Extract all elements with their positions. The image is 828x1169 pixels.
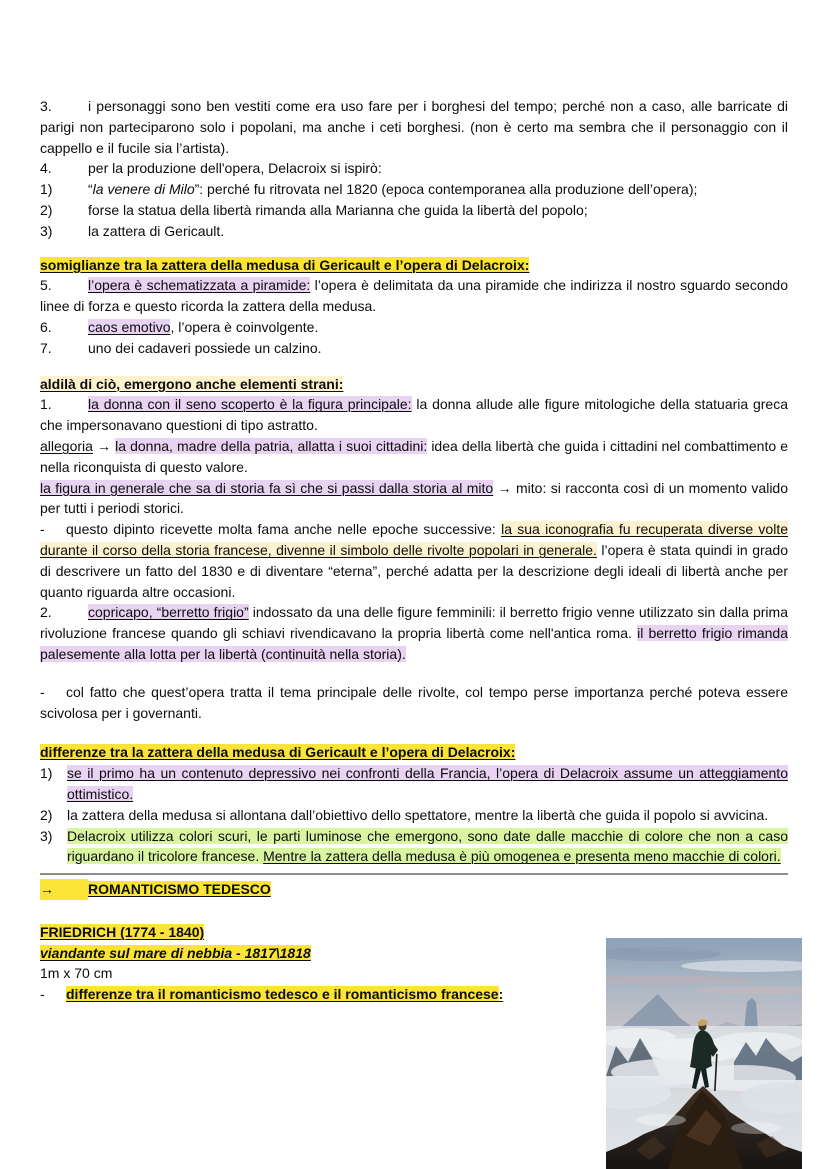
- text-run: la donna con il seno scoperto è la figura principale:: [88, 396, 412, 413]
- text-run: ROMANTICISMO TEDESCO: [88, 881, 271, 898]
- list-item: [40, 805, 788, 826]
- list-marker: 3): [40, 827, 57, 844]
- text-run: viandante sul mare di nebbia - 1817\1818: [40, 944, 311, 961]
- paragraph: [40, 275, 788, 317]
- paragraph: [40, 519, 788, 602]
- text-run: differenze tra la zattera della medusa di Gericault e l’opera di Delacroix:: [40, 744, 516, 761]
- text-run: uno dei cadaveri possiede un calzino.: [88, 339, 322, 356]
- wanderer-painting: [606, 938, 802, 1169]
- list-marker: 2): [40, 806, 57, 823]
- list-item: [40, 826, 788, 868]
- text-run: forse la statua della libertà rimanda alla Marianna che guida la libertà del popolo;: [88, 201, 588, 218]
- paragraph: [40, 255, 788, 276]
- list-marker: 1): [40, 181, 53, 198]
- text-run: aldilà di ciò, emergono anche elementi strani:: [40, 375, 344, 392]
- list-marker: 4.: [40, 160, 52, 177]
- list-marker: -: [40, 986, 45, 1003]
- paragraph: [40, 879, 788, 900]
- paragraph: [40, 221, 788, 242]
- list-marker: 3): [40, 222, 53, 239]
- paragraph: [40, 478, 788, 520]
- text-run: l’opera è schematizzata a piramide:: [88, 277, 311, 294]
- text-run: :: [498, 986, 504, 1003]
- text-run: 1m x 70 cm: [40, 965, 113, 982]
- text-run: la donna allude alle figure mitologiche della statuaria greca che impersonavano questioni di tipo astratto.: [40, 396, 789, 434]
- text-run: questo dipinto ricevette molta fama anche nelle epoche successive:: [66, 521, 502, 538]
- vertical-spacer: [40, 900, 788, 922]
- list-marker: 1.: [40, 396, 52, 413]
- text-run: “: [88, 181, 93, 198]
- text-run: il berretto frigio rimanda palesemente alla lotta per la libertà (continuità nella storia).: [40, 625, 788, 662]
- list-marker: -: [40, 683, 45, 700]
- text-run: la donna, madre della patria, allatta i suoi cittadini:: [115, 437, 428, 454]
- list-marker: 5.: [40, 277, 52, 294]
- list-marker: 2.: [40, 604, 52, 621]
- text-run: indossato da una delle figure femminili: il berretto frigio venne utilizzato sin dalla prima rivoluzione francese quando gli schiavi rivendicavano la propria libertà come nell'antica roma.: [40, 604, 788, 642]
- paragraph: [40, 742, 788, 763]
- paragraph: [40, 317, 788, 338]
- text-run: ”: perché fu ritrovata nel 1820 (epoca contemporanea alla produzione dell’opera);: [194, 181, 698, 198]
- list-marker: 3.: [40, 98, 52, 114]
- list-marker: 1): [40, 765, 57, 782]
- vertical-spacer: [40, 665, 788, 682]
- paragraph: [40, 374, 788, 395]
- text-run: la zattera della medusa si allontana dall’obiettivo dello spettatore, mentre la libertà che guida il popolo si avvicina.: [67, 806, 769, 823]
- paragraph: [40, 158, 788, 179]
- text-run: la venere di Milo: [92, 181, 195, 198]
- list-marker: 2): [40, 201, 53, 218]
- vertical-spacer: [40, 723, 788, 742]
- text-run: Delacroix utilizza colori scuri, le parti luminose che emergono, sono date dalle macchie di colore che non a caso riguardano il tricolore francese.: [67, 827, 788, 865]
- paragraph: [40, 200, 788, 221]
- text-run: col fatto che quest’opera tratta il tema principale delle rivolte, col tempo perse importanza perché poteva essere scivolosa per i governanti.: [40, 683, 788, 721]
- list-marker: →: [40, 879, 88, 900]
- vertical-spacer: [40, 359, 788, 374]
- list-marker: 6.: [40, 318, 52, 335]
- text-run: se il primo ha un contenuto depressivo nei confronti della Francia, l’opera di Delacroix assume un atteggiamento ottimistico.: [67, 765, 788, 802]
- paragraph: [40, 96, 788, 158]
- text-run: i personaggi sono ben vestiti come era uso fare per i borghesi del tempo; perché non a caso, alle barricate di parigi non parteciparono solo i popolani, ma anche i ceti borghesi. (non è certo ma sembra che il personaggio con il cappello e il fucile sia l’artista).: [40, 98, 788, 156]
- list-marker: -: [40, 521, 45, 538]
- text-run: , l’opera è coinvolgente.: [170, 318, 319, 335]
- text-run: allegoria: [40, 437, 93, 454]
- paragraph: [40, 394, 788, 436]
- list-marker: 7.: [40, 339, 52, 356]
- text-run: per la produzione dell'opera, Delacroix si ispirò:: [88, 160, 382, 177]
- text-run: caos emotivo: [88, 318, 171, 335]
- text-run: copricapo, “berretto frigio”: [88, 604, 249, 621]
- text-run: →: [92, 437, 116, 454]
- paragraph: [40, 602, 788, 664]
- paragraph: [40, 338, 788, 359]
- text-run: Mentre la zattera della medusa è più omogenea e presenta meno macchie di colori.: [263, 848, 781, 865]
- text-run: l’opera è delimitata da una piramide che indirizza il nostro sguardo secondo linee di forza e questo ricorda la zattera della medusa.: [40, 277, 788, 315]
- text-run: l’opera è stata quindi in grado di descrivere un fatto del 1830 e di diventare “eterna”, perché adatta per la descrizione degli ideali di libertà anche per quanto riguarda altre occasioni.: [40, 541, 788, 600]
- paragraph: [40, 179, 788, 200]
- paragraph: [40, 682, 788, 724]
- paragraph: [40, 436, 788, 478]
- document-text-body: [40, 96, 788, 1005]
- text-run: la zattera di Gericault.: [88, 222, 225, 239]
- wanderer-painting-image: [606, 938, 802, 1169]
- text-run: la figura in generale che sa di storia fa sì che si passi dalla storia al mito: [40, 479, 494, 496]
- list-item: [40, 763, 788, 805]
- vertical-spacer: [40, 242, 788, 255]
- text-run: differenze tra il romanticismo tedesco e il romanticismo francese: [66, 986, 499, 1003]
- text-run: → mito: si racconta così di un momento valido per tutti i periodi storici.: [40, 479, 789, 517]
- text-run: idea della libertà che guida i cittadini nel combattimento e nella riconquista di questo valore.: [40, 437, 788, 475]
- text-run: somiglianze tra la zattera della medusa di Gericault e l’opera di Delacroix:: [40, 256, 530, 273]
- text-run: la sua iconografia fu recuperata diverse volte durante il corso della storia francese, divenne il simbolo delle rivolte popolari in generale.: [40, 521, 789, 558]
- text-run: FRIEDRICH (1774 - 1840): [40, 923, 205, 940]
